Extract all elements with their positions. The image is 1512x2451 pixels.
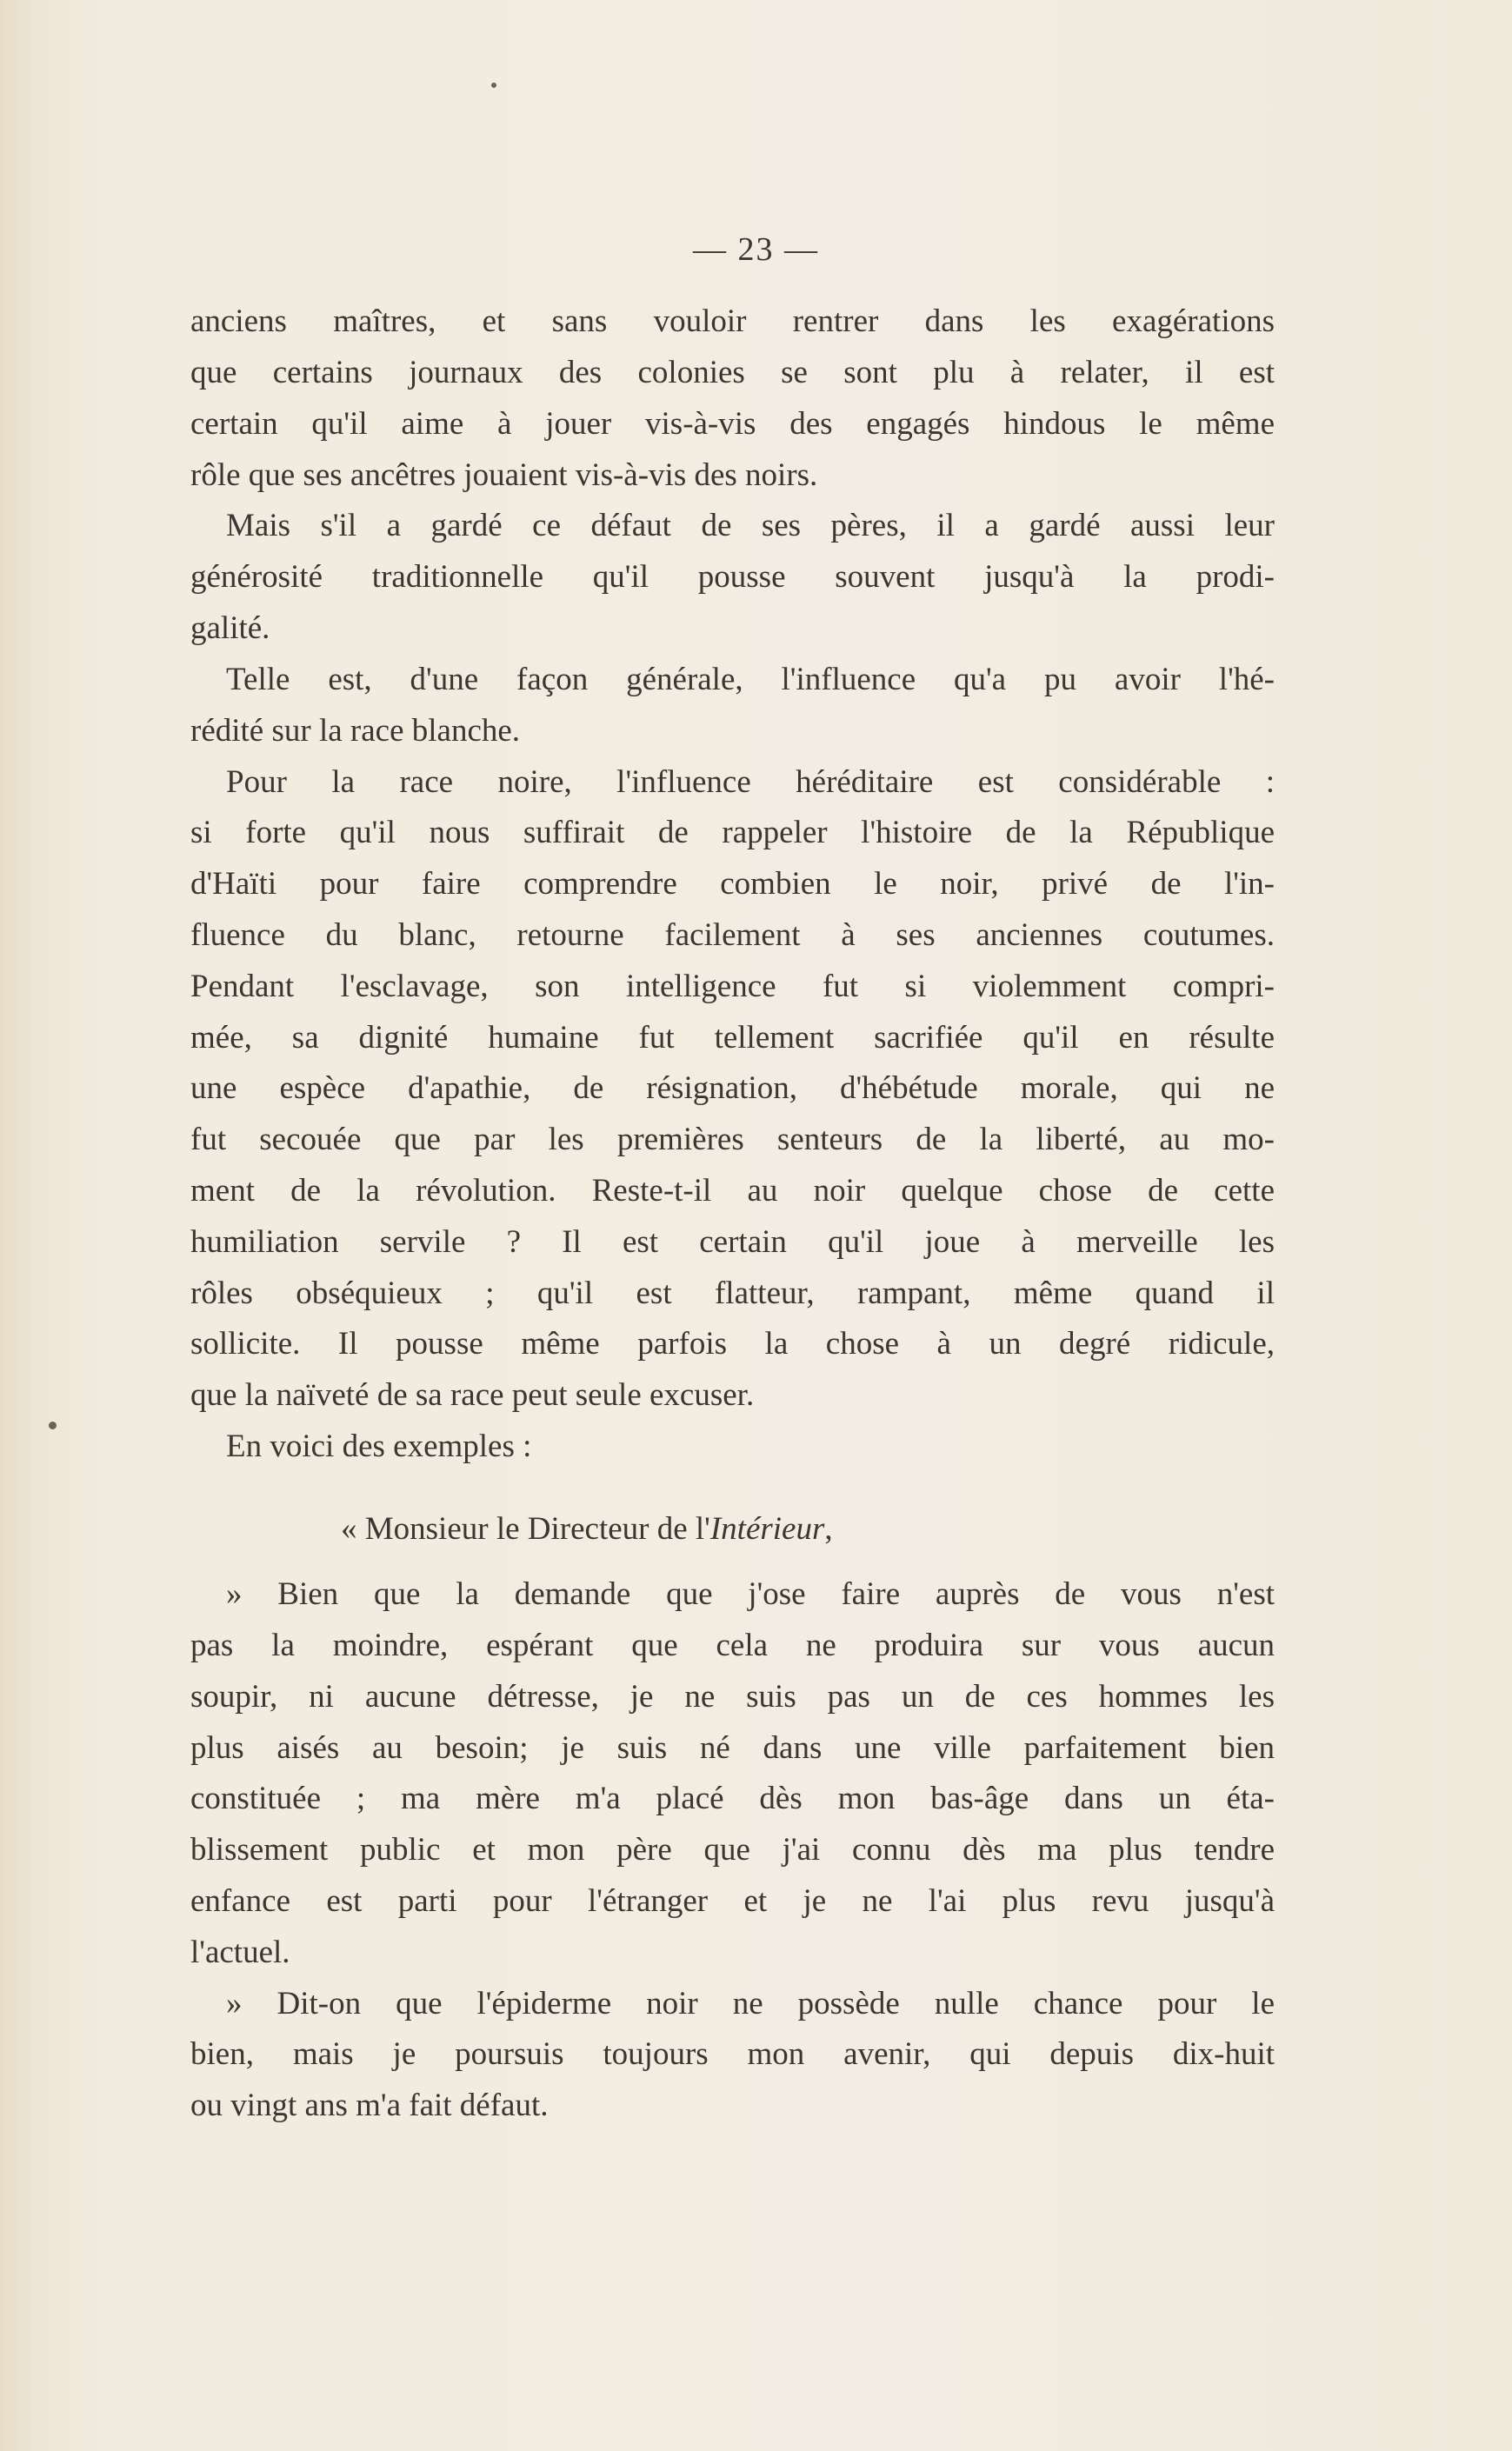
text-line: générosité traditionnelle qu'il pousse souvent jusqu'à la prodi- [190,559,1275,595]
page-number: — 23 — [693,231,819,268]
text-line: d'Haïti pour faire comprendre combien le noir, privé de l'in- [190,866,1275,902]
salutation-prefix: « Monsieur le Directeur de l' [341,1511,710,1547]
text-line: ment de la révolution. Reste-t-il au noir quelque chose de cette [190,1173,1275,1209]
ink-speck [49,1422,57,1429]
text-line: constituée ; ma mère m'a placé dès mon bas-âge dans un éta- [190,1781,1275,1816]
text-line: Pour la race noire, l'influence héréditaire est considérable : [226,764,1275,800]
text-line: certain qu'il aime à jouer vis-à-vis des engagés hindous le même [190,406,1275,442]
letter-salutation [341,1508,1210,1551]
text-line: l'actuel. [190,1935,290,1970]
text-line: fut secouée que par les premières senteurs de la liberté, au mo- [190,1122,1275,1157]
text-line: plus aisés au besoin; je suis né dans une ville parfaitement bien [190,1730,1275,1766]
text-line: fluence du blanc, retourne facilement à ses anciennes coutumes. [190,917,1275,953]
salutation-suffix: , [824,1511,833,1547]
text-line: blissement public et mon père que j'ai connu dès ma plus tendre [190,1832,1275,1868]
text-line: rôles obséquieux ; qu'il est flatteur, rampant, même quand il [190,1275,1275,1311]
ink-speck [491,83,496,88]
text-line: anciens maîtres, et sans vouloir rentrer dans les exagérations [190,303,1275,339]
text-line: que certains journaux des colonies se sont plu à relater, il est [190,355,1275,390]
text-line: bien, mais je poursuis toujours mon avenir, qui depuis dix-huit [190,2036,1275,2072]
text-line: Pendant l'esclavage, son intelligence fut si violemment compri- [190,969,1275,1004]
text-line: rôle que ses ancêtres jouaient vis-à-vis des noirs. [190,457,818,493]
text-line: » Bien que la demande que j'ose faire auprès de vous n'est [226,1576,1275,1612]
text-line: enfance est parti pour l'étranger et je ne l'ai plus revu jusqu'à [190,1883,1275,1919]
text-line: Telle est, d'une façon générale, l'influence qu'a pu avoir l'hé- [226,662,1275,697]
text-line: pas la moindre, espérant que cela ne produira sur vous aucun [190,1628,1275,1663]
text-line: sollicite. Il pousse même parfois la chose à un degré ridicule, [190,1326,1275,1362]
text-line: que la naïveté de sa race peut seule excuser. [190,1377,755,1413]
text-line: si forte qu'il nous suffirait de rappeler l'histoire de la République [190,815,1275,850]
text-line: soupir, ni aucune détresse, je ne suis pas un de ces hommes les [190,1679,1275,1715]
text-line: En voici des exemples : [226,1429,532,1464]
text-line: Mais s'il a gardé ce défaut de ses pères, il a gardé aussi leur [226,508,1275,543]
text-line: mée, sa dignité humaine fut tellement sacrifiée qu'il en résulte [190,1020,1275,1056]
text-line: rédité sur la race blanche. [190,713,521,749]
text-line: humiliation servile ? Il est certain qu'il joue à merveille les [190,1224,1275,1260]
text-line: galité. [190,610,270,646]
salutation-italic: Intérieur [709,1511,825,1547]
text-line: ou vingt ans m'a fait défaut. [190,2088,549,2123]
text-line: une espèce d'apathie, de résignation, d'hébétude morale, qui ne [190,1070,1275,1106]
text-line: » Dit-on que l'épiderme noir ne possède nulle chance pour le [226,1986,1275,2021]
